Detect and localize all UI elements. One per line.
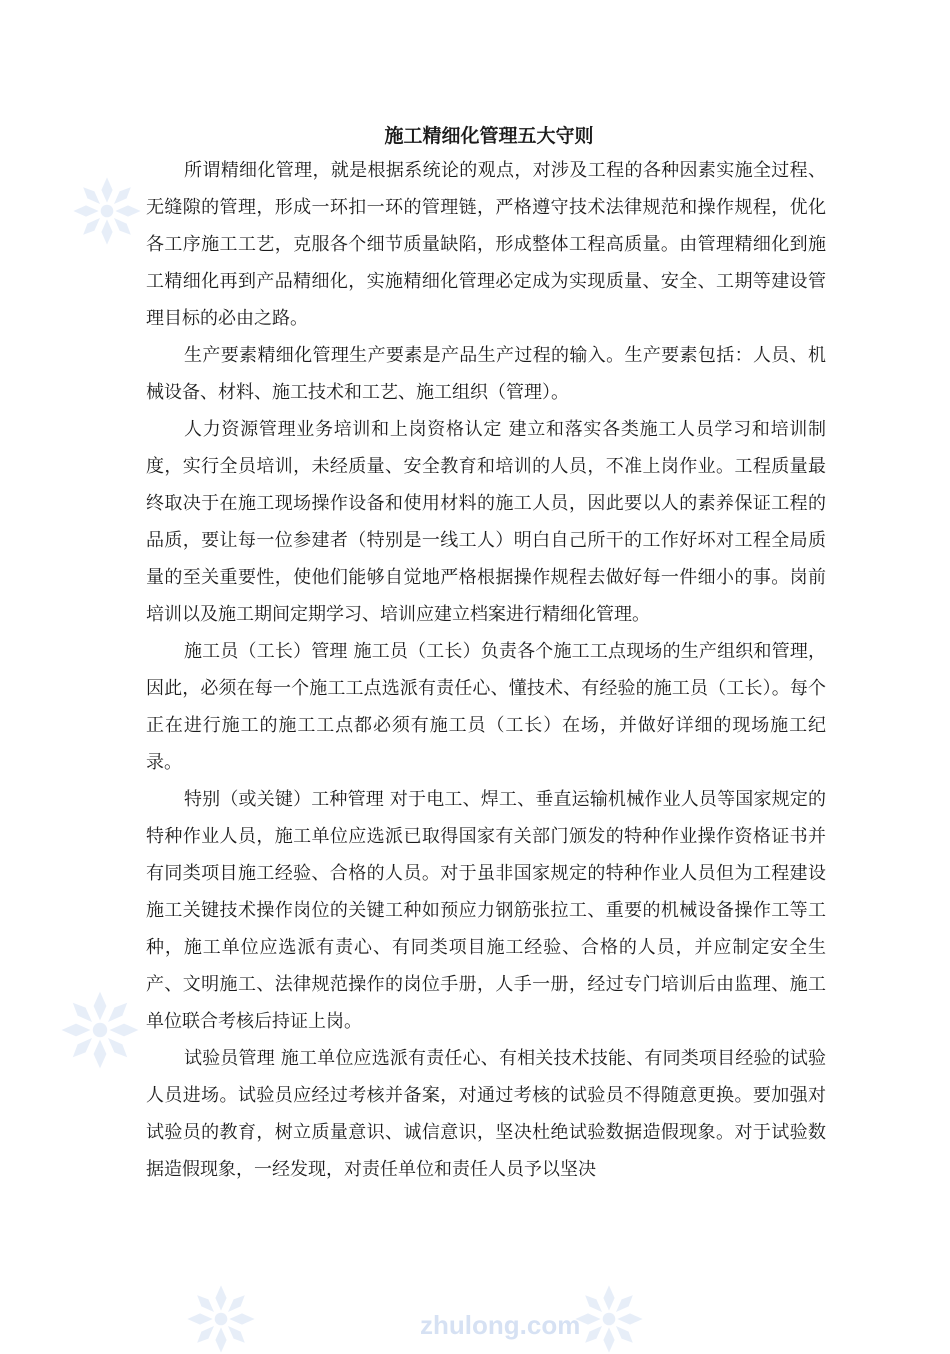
- paragraph-foreman-management: 施工员（工长）管理 施工员（工长）负责各个施工工点现场的生产组织和管理，因此，必须在每一个施工工点选派有责任心、懂技术、有经验的施工员（工长）。每个正在进行施工的施工工点都必须有施工员（工长）在场，并做好详细的现场施工纪录。: [146, 641, 826, 773]
- document-page: [146, 120, 826, 1188]
- watermark-snowflake-icon: [72, 176, 142, 246]
- paragraph-special-trades: 特别（或关键）工种管理 对于电工、焊工、垂直运输机械作业人员等国家规定的特种作业人员，施工单位应选派已取得国家有关部门颁发的特种作业操作资格证书并有同类项目施工经验、合格的人员。对于虽非国家规定的特种作业人员但为工程建设施工关键技术操作岗位的关键工种如预应力钢筋张拉工、重要的机械设备操作工等工种，施工单位应选派有责心、有同类项目施工经验、合格的人员，并应制定安全生产、文明施工、法律规范操作的岗位手册，人手一册，经过专门培训后由监理、施工单位联合考核后持证上岗。: [146, 789, 826, 1032]
- document-title: 施工精细化管理五大守则: [384, 125, 594, 147]
- paragraph-tester-management: 试验员管理 施工单位应选派有责任心、有相关技术技能、有同类项目经验的试验人员进场。试验员应经过考核并备案，对通过考核的试验员不得随意更换。要加强对试验员的教育，树立质量意识、诚信意识，坚决杜绝试验数据造假现象。对于试验数据造假现象，一经发现，对责任单位和责任人员予以坚决: [146, 1048, 826, 1180]
- paragraph-intro: 所谓精细化管理，就是根据系统论的观点，对涉及工程的各种因素实施全过程、无缝隙的管理，形成一环扣一环的管理链，严格遵守技术法律规范和操作规程，优化各工序施工工艺，克服各个细节质量缺陷，形成整体工程高质量。由管理精细化到施工精细化再到产品精细化，实施精细化管理必定成为实现质量、安全、工期等建设管理目标的必由之路。: [146, 160, 826, 329]
- watermark-snowflake-icon: [60, 990, 140, 1070]
- paragraph-human-resources: 人力资源管理业务培训和上岗资格认定 建立和落实各类施工人员学习和培训制度，实行全员培训，未经质量、安全教育和培训的人员，不准上岗作业。工程质量最终取决于在施工现场操作设备和使用材料的施工人员，因此要以人的素养保证工程的品质，要让每一位参建者（特别是一线工人）明白自己所干的工作好坏对工程全局质量的至关重要性，使他们能够自觉地严格根据操作规程去做好每一件细小的事。岗前培训以及施工期间定期学习、培训应建立档案进行精细化管理。: [146, 419, 826, 625]
- watermark-site-text: zhulong.com: [420, 1310, 581, 1340]
- paragraph-production-factors: 生产要素精细化管理生产要素是产品生产过程的输入。生产要素包括：人员、机械设备、材料、施工技术和工艺、施工组织（管理）。: [146, 345, 826, 403]
